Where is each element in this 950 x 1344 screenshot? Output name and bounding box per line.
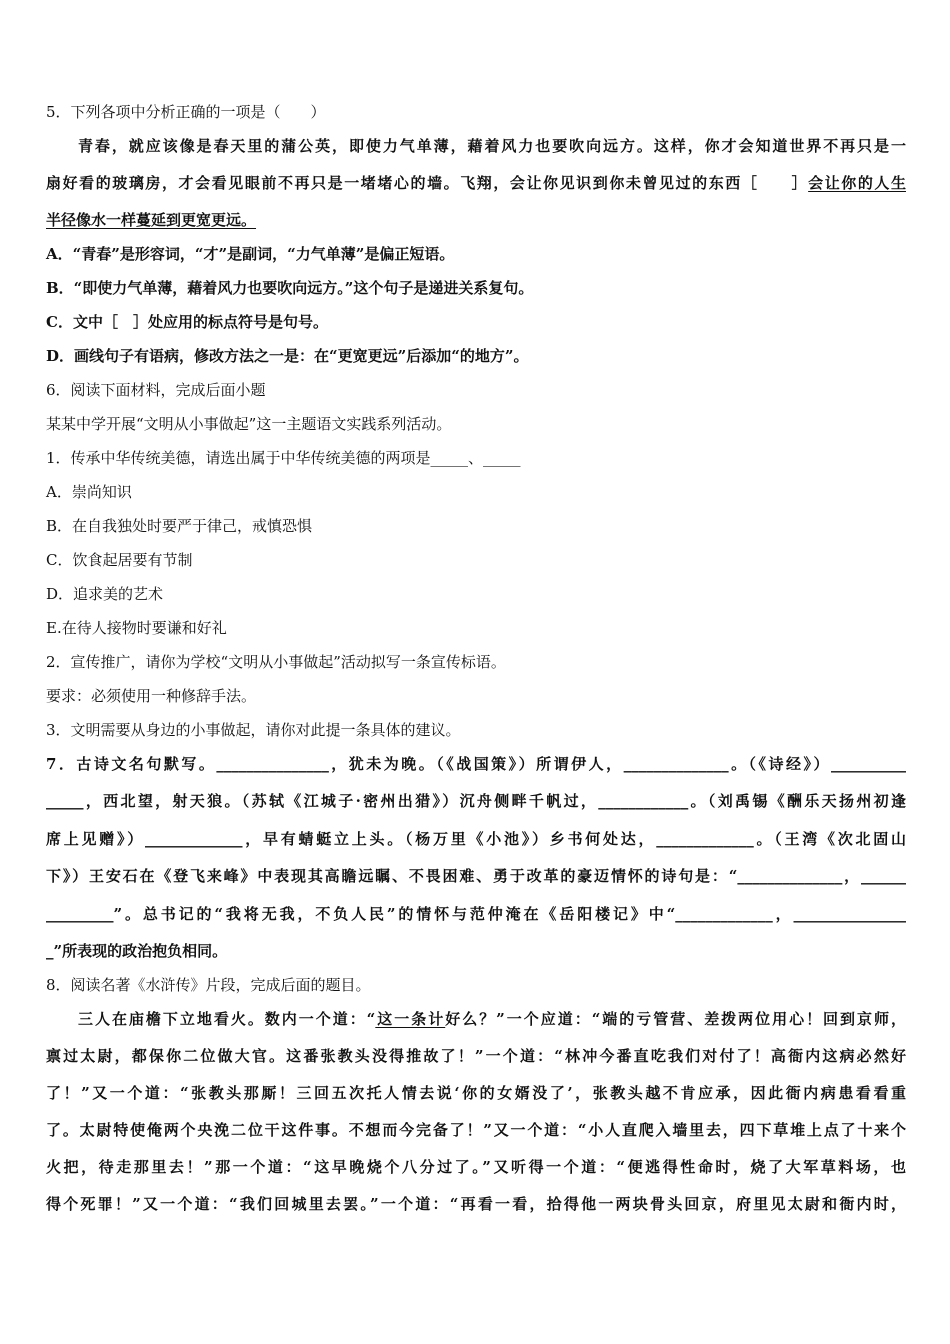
- q6-intro: 某某中学开展“文明从小事做起”这一主题语文实践系列活动。: [46, 415, 452, 433]
- question-7-line-2: _____，西北望，射天狼。（苏轼《江城子·密州出猎》）沉舟侧畔千帆过，____________。（刘禹锡《酬乐天扬州初逢: [46, 792, 906, 810]
- q6-sub-1-option-a: A．崇尚知识: [46, 483, 132, 501]
- q6-sub-1: 1．传承中华传统美德，请选出属于中华传统美德的两项是_____、_____: [46, 449, 521, 467]
- q5-passage-line-3: [46, 210, 906, 230]
- q8-underlined-phrase: 这一条计: [375, 1010, 446, 1028]
- question-7-line-4: 下》）王安石在《登飞来峰》中表现其高瞻远瞩、不畏困难、勇于改革的豪迈情怀的诗句是：“______________，______: [46, 867, 906, 885]
- q6-sub-1-option-e: E.在待人接物时要谦和好礼: [46, 619, 227, 637]
- q5-passage-line-1: 青春，就应该像是春天里的蒲公英，即使力气单薄，藉着风力也要吹向远方。这样，你才会知道世界不再只是一: [78, 137, 906, 155]
- q5-option-a: A．“青春”是形容词，“才”是副词，“力气单薄”是偏正短语。: [46, 245, 455, 263]
- question-6-title: 6．阅读下面材料，完成后面小题: [46, 381, 266, 399]
- question-5-title: 5．下列各项中分析正确的一项是（ ）: [46, 103, 326, 121]
- q5-option-d: D．画线句子有语病，修改方法之一是：在“更宽更远”后添加“的地方”。: [46, 347, 529, 365]
- q8-passage-line-4: 了。太尉特使俺两个央浼二位干这件事。不想而今完备了！”又一个道：“小人直爬入墙里去，四下草堆上点了十来个: [46, 1121, 906, 1139]
- question-7-line-6: _”所表现的政治抱负相同。: [46, 942, 228, 960]
- q8-passage-line-5: 火把，待走那里去！”那一个道：“这早晚烧个八分过了。”又听得一个道：“便逃得性命时，烧了大军草料场，也: [46, 1158, 906, 1176]
- question-7-line-3: 席上见赠》）_____________，早有蜻蜓立上头。（杨万里《小池》）乡书何处达，_____________。（王湾《次北固山: [46, 830, 906, 848]
- q5-passage-line-2-text: 扇好看的玻璃房，才会看见眼前不再只是一堵堵心的墙。飞翔，会让你见识到你未曾见过的东西［ ］: [46, 174, 809, 192]
- question-7-line-1: 7．古诗文名句默写。_______________，犹未为晚。（《战国策》）所谓伊人，______________。（《诗经》）__________: [46, 755, 906, 773]
- q8-passage-line-1: [46, 1009, 906, 1029]
- q5-underlined-sentence-end: 半径像水一样蔓延到更宽更远。: [46, 211, 257, 229]
- q8-passage-line-1-end: 好么？”一个应道：“端的亏管营、差拨两位用心！回到京师，: [445, 1010, 906, 1028]
- q5-option-c: C．文中［ ］处应用的标点符号是句号。: [46, 313, 328, 331]
- q5-passage-line-2: [46, 173, 906, 193]
- q5-option-b: B．“即使力气单薄，藉着风力也要吹向远方。”这个句子是递进关系复句。: [46, 279, 534, 297]
- q8-passage-line-1-start: 三人在庙檐下立地看火。数内一个道：“: [78, 1010, 376, 1028]
- question-7-line-5: _________”。总书记的“我将无我，不负人民”的情怀与范仲淹在《岳阳楼记》中“_____________，_______________: [46, 905, 906, 923]
- q6-sub-1-option-c: C．饮食起居要有节制: [46, 551, 193, 569]
- q6-sub-2: 2．宣传推广，请你为学校“文明从小事做起”活动拟写一条宣传标语。: [46, 653, 506, 671]
- q5-underlined-sentence-start: 会让你的人生: [808, 174, 906, 192]
- q8-passage-line-6: 得个死罪！”又一个道：“我们回城里去罢。”一个道：“再看一看，拾得他一两块骨头回京，府里见太尉和衙内时，: [46, 1195, 906, 1213]
- question-8-title: 8．阅读名著《水浒传》片段，完成后面的题目。: [46, 976, 371, 994]
- q8-passage-line-3: 了！”又一个道：“张教头那厮！三回五次托人情去说‘你的女婿没了’，张教头越不肯应承，因此衙内病患看看重: [46, 1084, 906, 1102]
- q6-sub-1-option-d: D．追求美的艺术: [46, 585, 164, 603]
- q6-sub-1-option-b: B．在自我独处时要严于律己，戒慎恐惧: [46, 517, 313, 535]
- q6-sub-2-requirement: 要求：必须使用一种修辞手法。: [46, 687, 257, 705]
- q8-passage-line-2: 禀过太尉，都保你二位做大官。这番张教头没得推故了！”一个道：“林冲今番直吃我们对付了！高衙内这病必然好: [46, 1047, 906, 1065]
- q6-sub-3: 3．文明需要从身边的小事做起，请你对此提一条具体的建议。: [46, 721, 461, 739]
